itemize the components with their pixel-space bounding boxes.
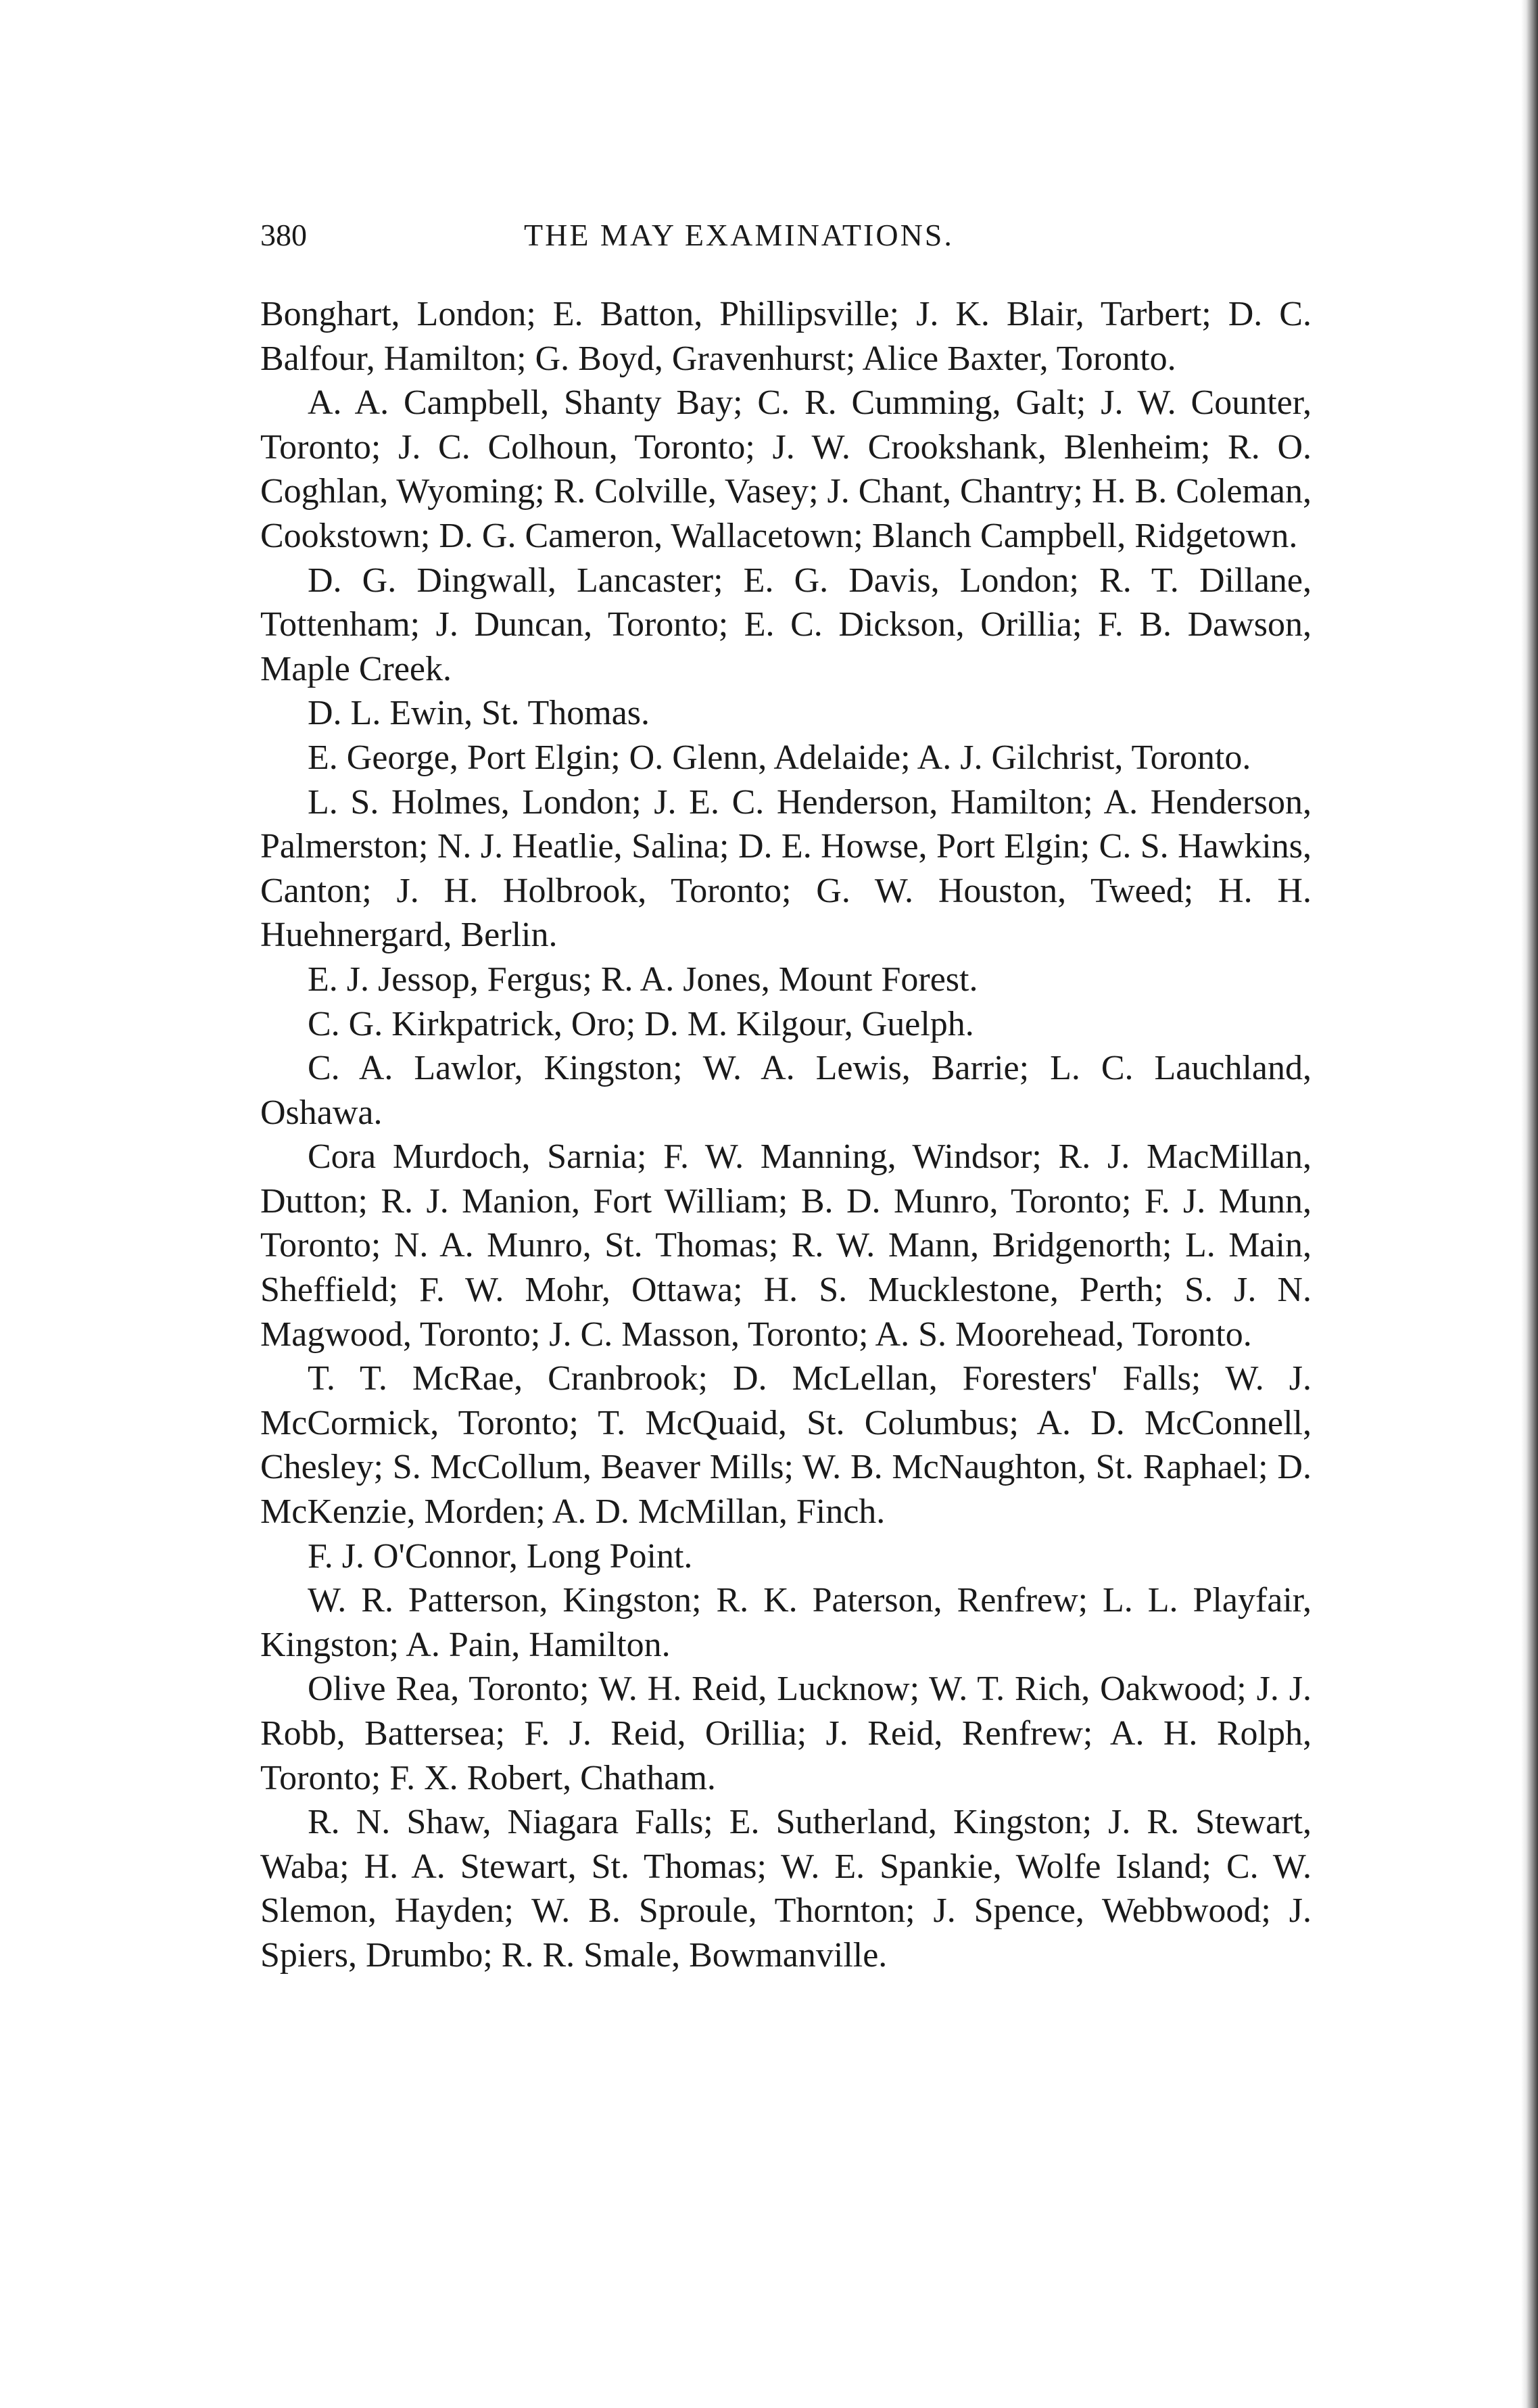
paragraph-e: D. L. Ewin, St. Thomas. [308,694,650,733]
paragraph-l: C. A. Lawlor, Kingston; W. A. Lewis, Barrie; L. C. Lauchland, Oshawa. [260,1049,1312,1132]
paragraph-p: W. R. Patterson, Kingston; R. K. Paterson, Renfrew; L. L. Playfair, Kingston; A. Pain, Hamilton. [260,1581,1312,1664]
paragraph-r: Olive Rea, Toronto; W. H. Reid, Lucknow; W. T. Rich, Oakwood; J. J. Robb, Battersea; F. J. Reid, Orillia; J. Reid, Renfrew; A. H. Rolph, Toronto; F. X. Robert, Chatham. [260,1670,1312,1797]
page-number: 380 [260,218,307,252]
paragraph-mc: T. T. McRae, Cranbrook; D. McLellan, Foresters' Falls; W. J. McCormick, Toronto; T. McQuaid, St. Columbus; A. D. McConnell, Chesley; S. McCollum, Beaver Mills; W. B. McNaughton, St. Raphael; D. McKenzie, Morden; A. D. McMillan, Finch. [260,1359,1312,1532]
paragraph-m: Cora Murdoch, Sarnia; F. W. Manning, Windsor; R. J. MacMillan, Dutton; R. J. Manion, Fort William; B. D. Munro, Toronto; F. J. Munn, Toronto; N. A. Munro, St. Thomas; R. W. Mann, Bridgenorth; L. Main, Sheffield; F. W. Mohr, Ottawa; H. S. Mucklestone, Perth; S. J. N. Magwood, Toronto; J. C. Masson, Toronto; A. S. Moorehead, Toronto. [260,1137,1312,1354]
page-header [260,215,1281,256]
page-edge-shadow [1521,0,1538,2408]
paragraph-c: A. A. Campbell, Shanty Bay; C. R. Cumming, Galt; J. W. Counter, Toronto; J. C. Colhoun, Toronto; J. W. Crookshank, Blenheim; R. O. Coghlan, Wyoming; R. Colville, Vasey; J. Chant, Chantry; H. B. Coleman, Cookstown; D. G. Cameron, Wallacetown; Blanch Campbell, Ridgetown. [260,383,1312,555]
running-head: THE MAY EXAMINATIONS. [524,218,954,252]
paragraph-j: E. J. Jessop, Fergus; R. A. Jones, Mount Forest. [308,960,978,999]
paragraph-h: L. S. Holmes, London; J. E. C. Henderson, Hamilton; A. Henderson, Palmerston; N. J. Heatlie, Salina; D. E. Howse, Port Elgin; C. S. Hawkins, Canton; J. H. Holbrook, Toronto; G. W. Houston, Tweed; H. H. Huehnergard, Berlin. [260,782,1312,955]
paragraph-g: E. George, Port Elgin; O. Glenn, Adelaide; A. J. Gilchrist, Toronto. [308,738,1251,777]
paragraph-s: R. N. Shaw, Niagara Falls; E. Sutherland, Kingston; J. R. Stewart, Waba; H. A. Stewart, St. Thomas; W. E. Spankie, Wolfe Island; C. W. Slemon, Hayden; W. B. Sproule, Thornton; J. Spence, Webbwood; J. Spiers, Drumbo; R. R. Smale, Bowmanville. [260,1803,1312,1975]
paragraph-o: F. J. O'Connor, Long Point. [308,1536,693,1576]
paragraph-k: C. G. Kirkpatrick, Oro; D. M. Kilgour, Guelph. [308,1004,974,1043]
paragraph-b: Bonghart, London; E. Batton, Phillipsville; J. K. Blair, Tarbert; D. C. Balfour, Hamilton; G. Boyd, Gravenhurst; Alice Baxter, Toronto. [260,295,1312,378]
body-text [260,292,1312,1978]
paragraph-d: D. G. Dingwall, Lancaster; E. G. Davis, London; R. T. Dillane, Tottenham; J. Duncan, Toronto; E. C. Dickson, Orillia; F. B. Dawson, Maple Creek. [260,561,1312,688]
